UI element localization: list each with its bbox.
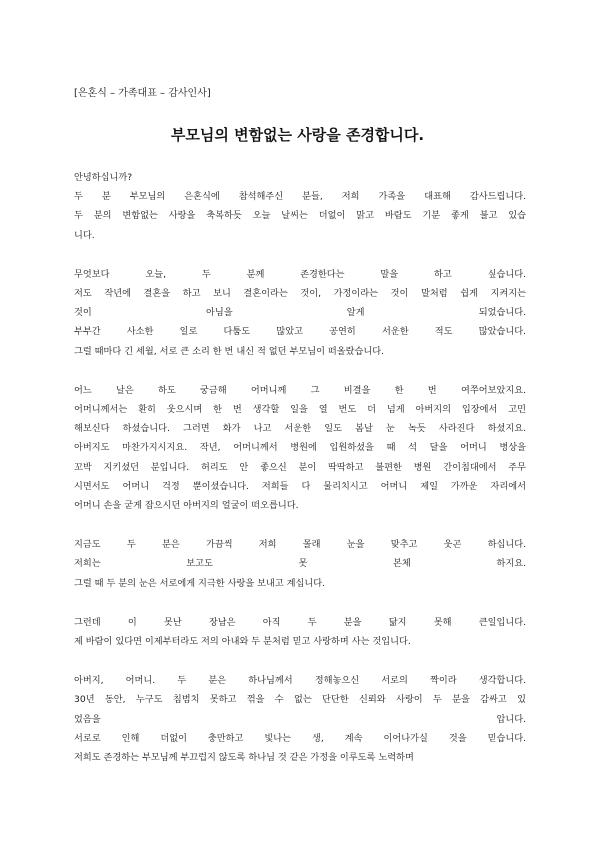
text-line: 아버지도 마찬가지시지요. 작년, 어머니께서 병원에 입원하셨을 때 석 달을 어머니 병상을: [74, 442, 526, 454]
text-line: 두 분 부모님의 은혼식에 참석해주신 분들, 저희 가족을 대표해 감사드립니다.: [74, 191, 526, 203]
text-line: 어느 날은 하도 궁금해 어머니께 그 비결을 한 번 여쭈어보았지요.: [74, 384, 526, 396]
paragraph: [74, 671, 526, 767]
text-line: 어머니 손을 굳게 잡으시던 아버지의 얼굴이 떠오릅니다.: [74, 500, 299, 512]
text-line: 꼬박 지키셨던 분입니다. 허리도 안 좋으신 분이 딱딱하고 불편한 병원 간이침대에서 주무: [74, 461, 526, 473]
text-line: 어머니께서는 환히 웃으시며 한 번 생각할 일을 열 번도 더 넘게 아버지의 입장에서 고민: [74, 404, 526, 416]
text-line: 제 바람이 있다면 이제부터라도 저의 아내와 두 분처럼 믿고 사랑하며 사는 것입니다.: [74, 636, 411, 648]
text-line: 지금도 두 분은 가끔씩 저희 몰래 눈을 맞추고 웃곤 하십니다.: [74, 539, 526, 551]
text-line: 아버지, 어머니. 두 분은 하나님께서 정해놓으신 서로의 짝이라 생각합니다.: [74, 675, 526, 687]
text-line: 서로로 인해 더없이 충만하고 빛나는 생, 계속 이어나가실 것을 믿습니다.: [74, 732, 526, 744]
text-line: 해보신다 하셨습니다. 그러면 화가 나고 서운한 일도 봄날 눈 녹듯 사라진다 하셨지요.: [74, 423, 526, 435]
text-line: 30년 동안, 누구도 침범치 못하고 꺾을 수 없는 단단한 신뢰와 사랑이 두 분을 감싸고 있: [74, 694, 526, 706]
document-title: 부모님의 변함없는 사랑을 존경합니다.: [170, 126, 425, 144]
document-header: [은혼식 – 가족대표 – 감사인사]: [74, 88, 211, 99]
paragraph: [74, 168, 526, 245]
text-line: 무엇보다 오늘, 두 분께 존경한다는 말을 하고 싶습니다.: [74, 268, 526, 280]
text-line: 저도 작년에 결혼을 하고 보니 결혼이라는 것이, 가정이라는 것이 말처럼 쉽게 지켜지는: [74, 288, 526, 300]
text-line: 안녕하십니까?: [74, 172, 133, 183]
document-body: [74, 168, 526, 787]
text-line: 니다.: [74, 229, 95, 241]
text-line: 저희는 보고도 못 본체 하지요.: [74, 558, 526, 570]
text-line: 그럴 때 두 분의 눈은 서로에게 지극한 사랑을 보내고 계십니다.: [74, 577, 326, 589]
text-line: 부부간 사소한 일로 다툼도 많았고 공연히 서운한 적도 많았습니다.: [74, 326, 526, 338]
text-line: 그럴 때마다 긴 세월, 서로 큰 소리 한 번 내신 적 없던 부모님이 떠올랐습니다.: [74, 345, 385, 357]
paragraph: [74, 381, 526, 515]
text-line: 저희도 존경하는 부모님께 부끄럽지 않도록 하나님 것 같은 가정을 이루도록 노력하며: [74, 752, 414, 764]
text-line: 었음을 압니다.: [74, 713, 526, 725]
paragraph: [74, 535, 526, 593]
text-line: 두 분의 변함없는 사랑을 축복하듯 오늘 날씨는 더없이 맑고 바람도 기분 좋게 불고 있습: [74, 210, 526, 222]
text-line: 그런데 이 못난 장남은 아직 두 분을 닮지 못해 큰일입니다.: [74, 616, 526, 628]
paragraph: [74, 265, 526, 361]
paragraph: [74, 613, 526, 651]
text-line: 것이 아님을 알게 되었습니다.: [74, 307, 526, 319]
text-line: 시면서도 어머니 걱정 뿐이셨습니다. 저희들 다 물리치시고 어머니 제일 가까운 자리에서: [74, 480, 526, 492]
